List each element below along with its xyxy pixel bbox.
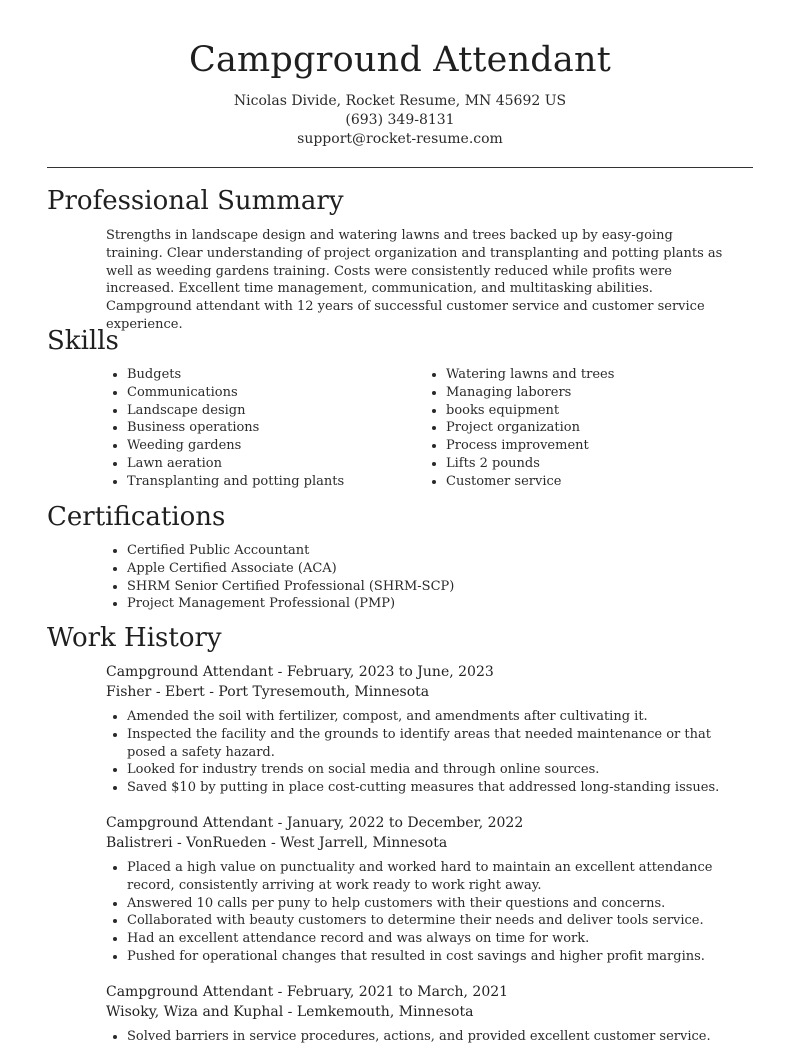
job-bullet: • Solved barriers in service procedures, actions, and provided excellent customer service. xyxy=(127,1028,736,1046)
job-bullets xyxy=(106,859,736,966)
work-history-heading: Work History xyxy=(47,623,222,653)
certification-item: • Apple Certified Associate (ACA) xyxy=(127,560,706,578)
job-title: Campground Attendant - February, 2023 to June, 2023 xyxy=(106,664,494,680)
skill-item: • Customer service xyxy=(446,473,725,491)
contact-phone: (693) 349-8131 xyxy=(345,112,455,128)
summary-text: Strengths in landscape design and watering lawns and trees backed up by easy-going training. Clear understanding of project organization and transplanting and potting plants as well as weeding gardens training. Costs were consistently reduced while profits were increased. Excellent time management, communication, and multitasking abilities. Campground attendant with 12 years of successful customer service and customer service experience. xyxy=(106,228,723,332)
skill-item: • Managing laborers xyxy=(446,384,725,402)
summary-heading: Professional Summary xyxy=(47,186,344,216)
job-bullets xyxy=(106,708,736,797)
skills-heading: Skills xyxy=(47,326,119,356)
job-bullet: • Saved $10 by putting in place cost-cutting measures that addressed long-standing issues. xyxy=(127,779,736,797)
job-bullet: • Answered 10 calls per puny to help customers with their questions and concerns. xyxy=(127,895,736,913)
job-bullet: • Pushed for operational changes that resulted in cost savings and higher profit margins. xyxy=(127,948,736,966)
skill-item: • Process improvement xyxy=(446,437,725,455)
resume-header xyxy=(0,0,800,149)
skill-item: • books equipment xyxy=(446,402,725,420)
skill-item: • Landscape design xyxy=(127,402,406,420)
skills-list-left xyxy=(106,366,406,491)
job-bullet: • Amended the soil with fertilizer, compost, and amendments after cultivating it. xyxy=(127,708,736,726)
contact-address: Nicolas Divide, Rocket Resume, MN 45692 US xyxy=(233,93,567,109)
skill-item: • Watering lawns and trees xyxy=(446,366,725,384)
job-company: Balistreri - VonRueden - West Jarrell, Minnesota xyxy=(106,835,448,851)
skill-item: • Budgets xyxy=(127,366,406,384)
certification-item: • Project Management Professional (PMP) xyxy=(127,595,706,613)
job-bullet: • Had an excellent attendance record and was always on time for work. xyxy=(127,930,736,948)
skill-item: • Transplanting and potting plants xyxy=(127,473,406,491)
job-bullet: • Collaborated with beauty customers to determine their needs and deliver tools service. xyxy=(127,912,736,930)
certification-item: • Certified Public Accountant xyxy=(127,542,706,560)
skills-column-right xyxy=(425,366,725,491)
contact-email[interactable]: support@rocket-resume.com xyxy=(297,131,503,147)
certification-item: • SHRM Senior Certified Professional (SHRM-SCP) xyxy=(127,578,706,596)
job-company: Wisoky, Wiza and Kuphal - Lemkemouth, Minnesota xyxy=(106,1004,474,1020)
skills-column-left xyxy=(106,366,406,491)
job-title: Campground Attendant - January, 2022 to December, 2022 xyxy=(106,815,524,831)
certifications-heading: Certifications xyxy=(47,502,226,532)
skills-list-right xyxy=(425,366,725,491)
certifications-block xyxy=(106,542,706,613)
skill-item: • Weeding gardens xyxy=(127,437,406,455)
skill-item: • Business operations xyxy=(127,419,406,437)
certifications-list xyxy=(106,542,706,613)
job-title: Campground Attendant - February, 2021 to March, 2021 xyxy=(106,984,509,1000)
job-bullets xyxy=(106,1028,736,1046)
header-divider xyxy=(47,167,753,168)
job-entry xyxy=(106,982,736,1046)
skill-item: • Communications xyxy=(127,384,406,402)
job-bullet: • Placed a high value on punctuality and worked hard to maintain an excellent attendance record, consistently arriving at work ready to work right away. xyxy=(127,859,736,895)
candidate-name: Campground Attendant xyxy=(189,40,611,80)
job-bullet: • Inspected the facility and the grounds to identify areas that needed maintenance or that posed a safety hazard. xyxy=(127,726,736,762)
skill-item: • Lifts 2 pounds xyxy=(446,455,725,473)
job-entry xyxy=(106,813,736,966)
job-company: Fisher - Ebert - Port Tyresemouth, Minnesota xyxy=(106,684,430,700)
job-entry xyxy=(106,662,736,797)
job-bullet: • Looked for industry trends on social media and through online sources. xyxy=(127,761,736,779)
skill-item: • Lawn aeration xyxy=(127,455,406,473)
skill-item: • Project organization xyxy=(446,419,725,437)
